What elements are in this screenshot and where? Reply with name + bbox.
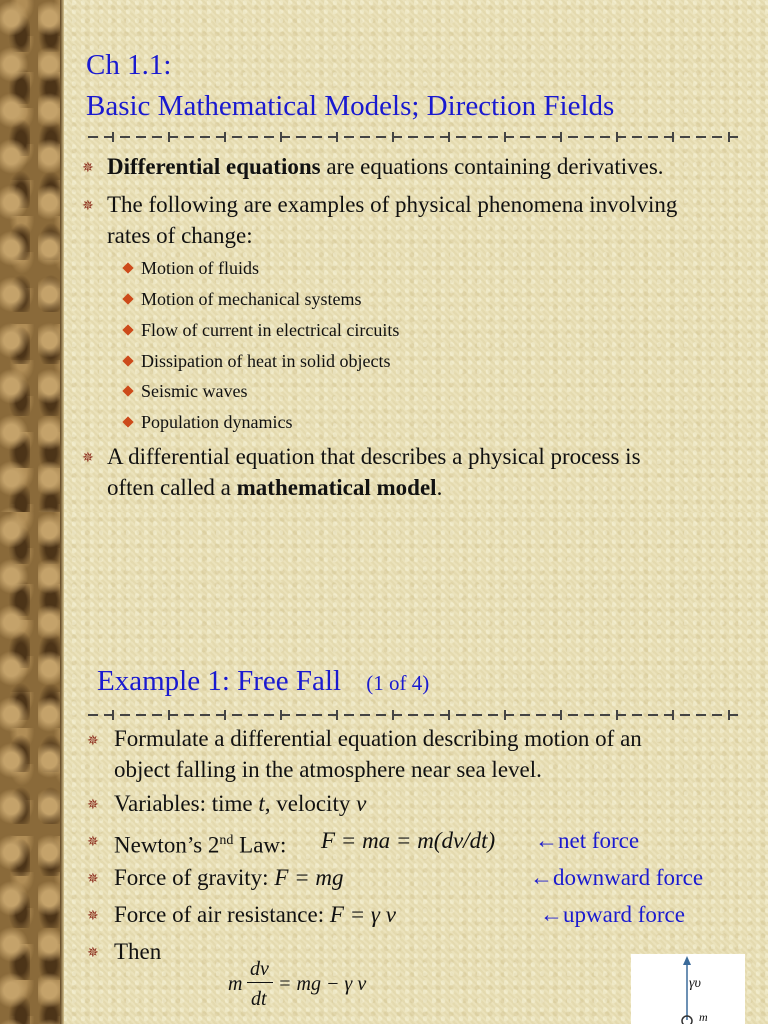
bullet-then: Then <box>114 939 162 964</box>
diamond-bullet-icon <box>122 262 133 273</box>
list-item: Motion of mechanical systems <box>141 289 362 309</box>
slide-title-line1: Ch 1.1: <box>86 49 172 81</box>
diamond-bullet-icon <box>122 324 133 335</box>
bullet-formulate-line2: object falling in the atmosphere near sea level. <box>114 757 542 782</box>
star-bullet-icon: ✵ <box>87 835 99 850</box>
bullet-examples-line2: rates of change: <box>107 223 253 248</box>
star-bullet-icon: ✵ <box>82 451 94 466</box>
diamond-bullet-icon <box>122 385 133 396</box>
star-bullet-icon: ✵ <box>82 161 94 176</box>
star-bullet-icon: ✵ <box>87 734 99 749</box>
star-bullet-icon: ✵ <box>87 872 99 887</box>
downward-force-note: ←downward force <box>530 865 704 890</box>
list-item: Flow of current in electrical circuits <box>141 320 400 340</box>
title-divider <box>88 714 744 716</box>
star-bullet-icon: ✵ <box>87 909 99 924</box>
upward-force-note: ←upward force <box>540 902 685 927</box>
list-item: Seismic waves <box>141 381 248 401</box>
title-divider <box>88 136 744 138</box>
bullet-formulate-line1: Formulate a differential equation describing motion of an <box>114 726 642 751</box>
border-edge <box>60 0 64 512</box>
star-bullet-icon: ✵ <box>82 199 94 214</box>
decorative-border <box>0 512 60 1024</box>
bullet-newton: Newton’s 2nd Law: <box>114 832 287 858</box>
mass-label: m <box>699 1010 708 1024</box>
diamond-bullet-icon <box>122 416 133 427</box>
star-bullet-icon: ✵ <box>87 798 99 813</box>
decorative-border <box>0 0 60 512</box>
bullet-examples-line1: The following are examples of physical phenomena involving <box>107 192 678 217</box>
newton-equation: F = ma = m(dv/dt) <box>321 828 496 853</box>
bullet-definition: Differential equations are equations containing derivatives. <box>107 154 664 179</box>
force-diagram <box>631 954 745 1024</box>
list-item: Population dynamics <box>141 412 293 432</box>
bullet-air-resistance: Force of air resistance: F = γ v <box>114 902 396 927</box>
slide-title-line2: Basic Mathematical Models; Direction Fields <box>86 90 615 122</box>
air-resistance-label: γυ <box>689 976 701 991</box>
star-bullet-icon: ✵ <box>87 946 99 961</box>
bullet-model-line1: A differential equation that describes a physical process is <box>107 444 641 469</box>
list-item: Dissipation of heat in solid objects <box>141 351 391 371</box>
diamond-bullet-icon <box>122 293 133 304</box>
diamond-bullet-icon <box>122 355 133 366</box>
slide-free-fall: Example 1: Free Fall (1 of 4) ✵ Formulate a differential equation describing motion of an object falling in the atmosphere near sea level. ✵ Variables: time t, velocity v ✵ Newton’s 2nd Law: F = ma = m(dv/dt) ←net force ✵ Force of gravity: F = mg ←downward force ✵ Force of air resistance: F = γ v ←upward force ✵ Then m dv dt = mg − γ v γυ m <box>0 512 768 1024</box>
bullet-variables: Variables: time t, velocity v <box>114 791 367 816</box>
bullet-gravity: Force of gravity: F = mg <box>114 865 344 890</box>
free-fall-figure <box>631 954 745 1024</box>
net-force-note: ←net force <box>535 828 640 853</box>
example-title: Example 1: Free Fall (1 of 4) <box>97 665 430 697</box>
list-item: Motion of fluids <box>141 258 260 278</box>
border-edge <box>60 512 64 1024</box>
bullet-model-line2: often called a mathematical model. <box>107 475 443 500</box>
